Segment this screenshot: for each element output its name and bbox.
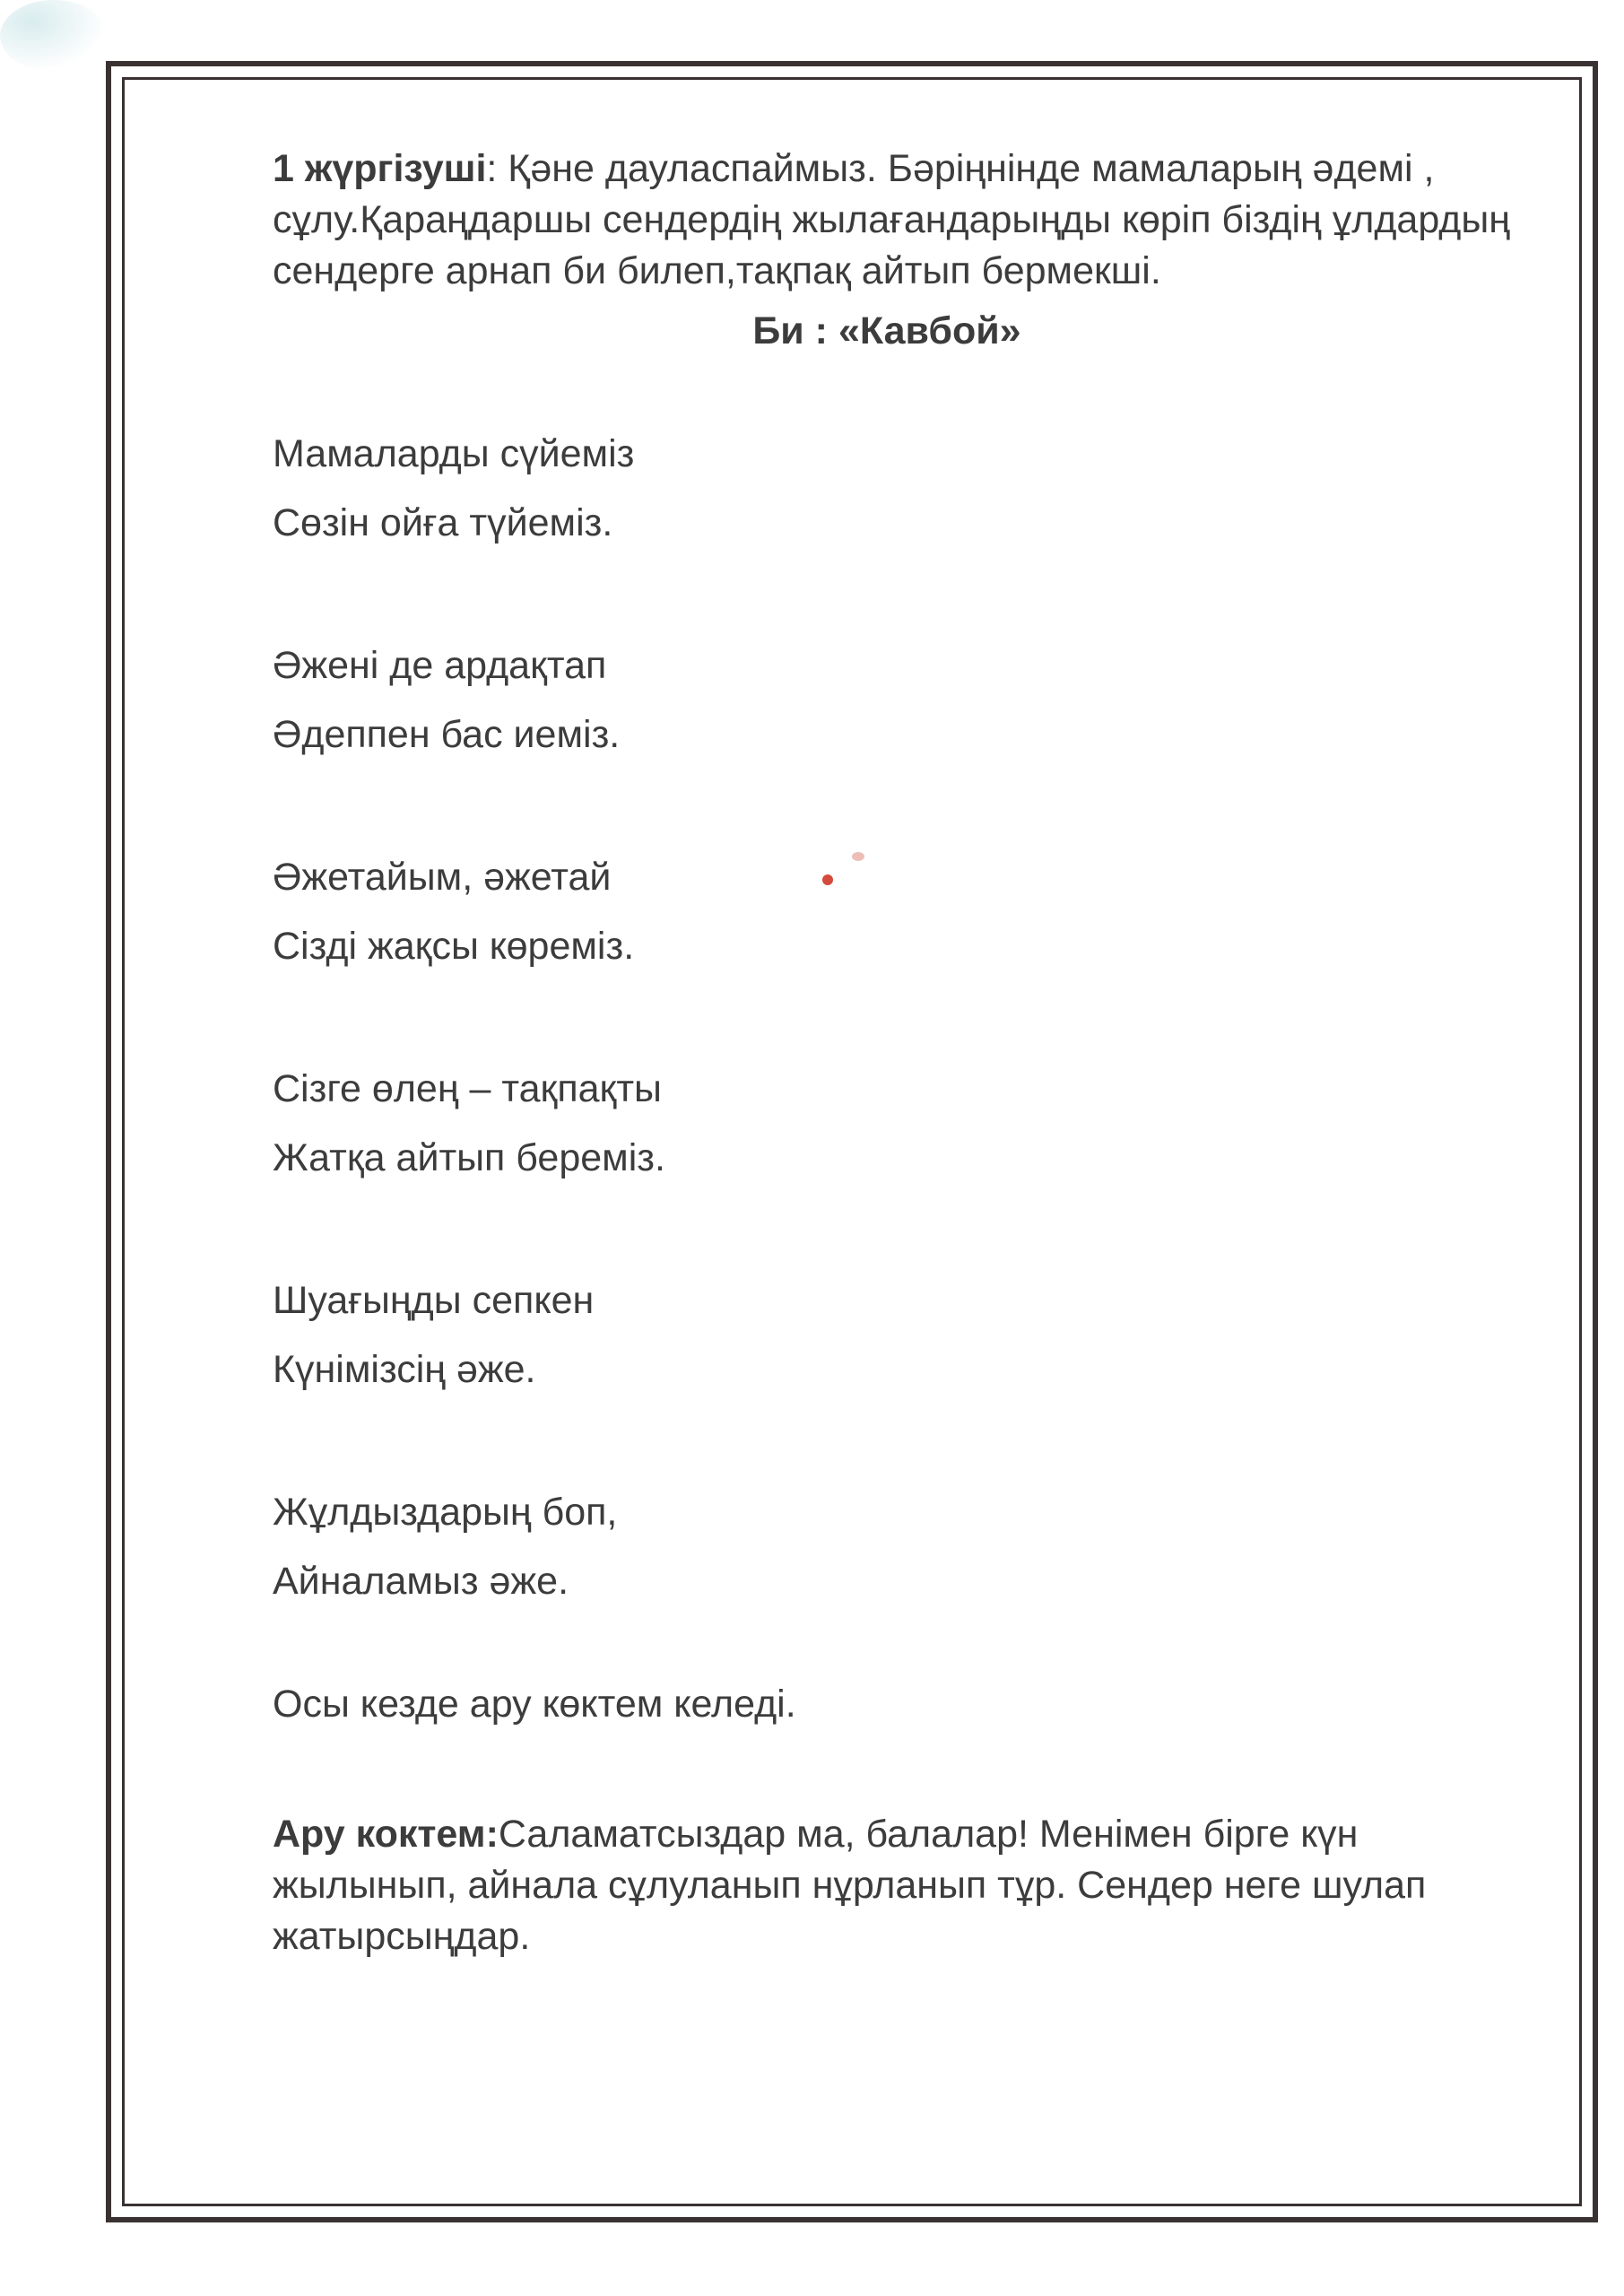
document-body [273, 144, 1528, 1962]
scan-speck-top-left [0, 0, 108, 72]
verse-5 [273, 1266, 1528, 1405]
verse-1 [273, 420, 1528, 558]
verse-line: Әдеппен бас иеміз. [273, 713, 621, 756]
verse-line: Жатқа айтып береміз. [273, 1136, 665, 1179]
intro-speaker: 1 жүргізуші [273, 147, 487, 190]
closing-paragraph [273, 1809, 1528, 1962]
verse-4 [273, 1055, 1528, 1193]
verse-line: Күнімізсің әже. [273, 1348, 536, 1391]
intro-paragraph [273, 144, 1519, 297]
verse-line: Сөзін ойға түйеміз. [273, 501, 613, 544]
verse-line: Айналамыз әже. [273, 1560, 569, 1603]
verse-line: Сізді жақсы көреміз. [273, 925, 635, 968]
verse-line: Мамаларды сүйеміз [273, 432, 635, 475]
verse-line: Шуағыңды сепкен [273, 1279, 595, 1322]
verse-2 [273, 631, 1528, 770]
verse-line: Сізге өлең – тақпақты [273, 1067, 662, 1110]
verse-3 [273, 843, 1528, 981]
verse-6 [273, 1478, 1528, 1616]
verse-line: Әжетайым, әжетай [273, 856, 612, 899]
verse-line: Әжені де ардақтап [273, 644, 607, 687]
intro-text: : Қәне дауласпаймыз. Бәріңнінде мамаларың әдемі , сұлу.Қараңдаршы сендердің жылағандарыңды көріп біздің ұлдардың сендерге арнап би билеп,тақпақ айтып бермекші. [273, 147, 1510, 292]
verse-line: Жұлдыздарың боп, [273, 1491, 618, 1534]
closing-speaker: Ару коктем: [273, 1813, 499, 1856]
dance-title: Би : «Кавбой» [752, 309, 1021, 352]
stage-note: Осы кезде ару көктем келеді. [273, 1683, 796, 1726]
closing-text: Саламатсыздар ма, балалар! Менімен бірге күн жылынып, айнала сұлуланып нұрланып тұр. Сендер неге шулап жатырсыңдар. [273, 1813, 1427, 1958]
